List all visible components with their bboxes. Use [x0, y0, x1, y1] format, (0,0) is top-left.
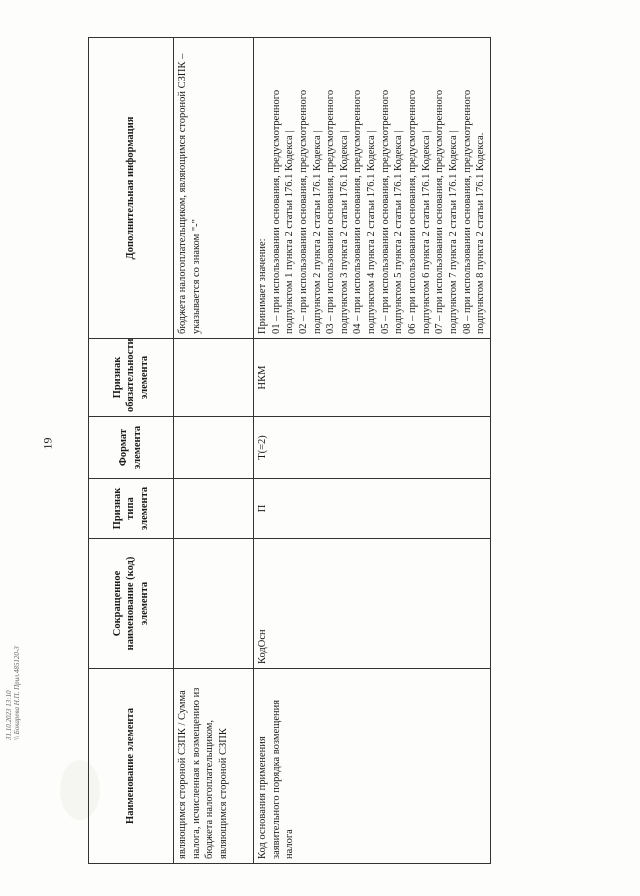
row1-name: являющимся стороной СЗПК / Сумма налога, исчисленная к возмещению из бюджета налогоплательщиком, являющимся стороной СЗПК: [174, 669, 254, 864]
table-sheet: [88, 38, 640, 864]
rotated-table-wrapper: [88, 38, 640, 864]
row1-type: [174, 479, 254, 539]
header-format: Формат элемента: [89, 417, 174, 479]
row1-format: [174, 417, 254, 479]
info-intro: Принимает значение:: [257, 238, 268, 334]
elements-table: [88, 37, 491, 864]
row1-info: бюджета налогоплательщиком, являющимся стороной СЗПК – указывается со знаком "-": [174, 38, 254, 339]
header-name: Наименование элемента: [89, 669, 174, 864]
info-value-07: 07 – при использовании основания, предусмотренного подпунктом 7 пункта 2 статьи 176.1 Кодекса |: [434, 89, 459, 334]
row2-format: T(=2): [254, 417, 491, 479]
row2-required: НКМ: [254, 339, 491, 417]
header-info: Дополнительная информация: [89, 38, 174, 339]
row1-required: [174, 339, 254, 417]
header-type: Признак типа элемента: [89, 479, 174, 539]
info-value-02: 02 – при использовании основания, предусмотренного подпунктом 2 пункта 2 статьи 176.1 Кодекса |: [297, 89, 323, 334]
header-required: Признак обязательности элемента: [89, 339, 174, 417]
scan-footer-note: [5, 646, 22, 740]
header-code: Сокращенное наименование (код) элемента: [89, 539, 174, 669]
row1-code: [174, 539, 254, 669]
info-value-03: 03 – при использовании основания, предусмотренного подпунктом 3 пункта 2 статьи 176.1 Кодекса |: [325, 89, 350, 334]
row2-info: [254, 38, 491, 339]
info-value-06: 06 – при использовании основания, предусмотренного подпунктом 6 пункта 2 статьи 176.1 Кодекса |: [407, 89, 432, 334]
table-row: [254, 38, 491, 864]
row2-name: Код основания применения заявительного порядка возмещения налога: [254, 669, 491, 864]
row2-code: КодОсн: [254, 539, 491, 669]
page-number: 19: [40, 437, 55, 450]
table-row: [174, 38, 254, 864]
info-value-01: 01 – при использовании основания, предусмотренного подпунктом 1 пункта 2 статьи 176.1 Кодекса |: [270, 89, 296, 334]
info-value-05: 05 – при использовании основания, предусмотренного подпунктом 5 пункта 2 статьи 176.1 Кодекса |: [379, 89, 405, 334]
row2-type: П: [254, 479, 491, 539]
footer-line-1: 31.10.2023 13:10: [5, 690, 13, 740]
table-header-row: [89, 38, 174, 864]
footer-line-2: \\ Бокарева Н.П. Прил.485120-3: [13, 646, 22, 740]
info-value-04: 04 – при использовании основания, предусмотренного подпунктом 4 пункта 2 статьи 176.1 Кодекса |: [352, 89, 378, 334]
info-value-08: 08 – при использовании основания, предусмотренного подпунктом 8 пункта 2 статьи 176.1 Кодекса.: [461, 89, 487, 334]
